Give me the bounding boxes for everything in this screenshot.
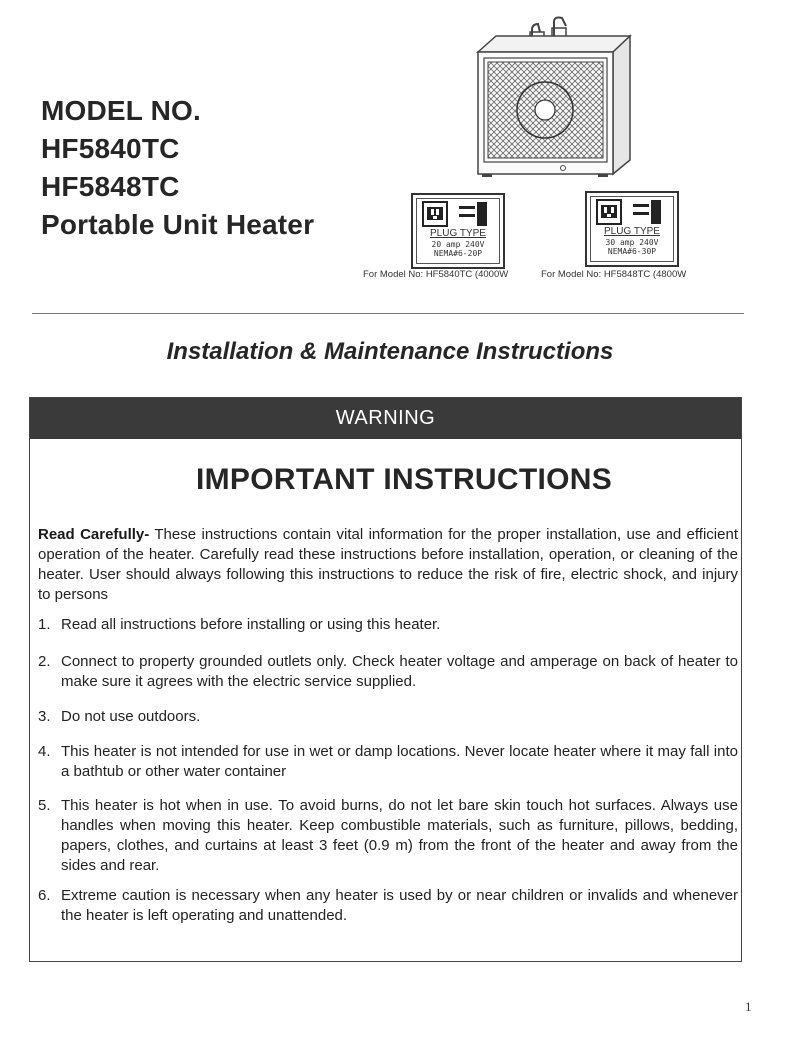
warning-banner: WARNING bbox=[30, 398, 741, 439]
important-heading: IMPORTANT INSTRUCTIONS bbox=[195, 463, 613, 496]
plug-type-label: PLUG TYPE bbox=[604, 226, 660, 237]
model-label: MODEL NO. bbox=[41, 95, 201, 126]
plug-type-card-30a bbox=[585, 191, 679, 267]
list-item-number: 5. bbox=[38, 797, 51, 814]
model-number-2: HF5848TC bbox=[41, 171, 180, 202]
list-item-text: This heater is not intended for use in wet or damp locations. Never locate heater where it may fall into a bathtub or other water container bbox=[61, 743, 738, 780]
plug-caption-1: For Model No: HF5840TC (4000W bbox=[363, 269, 509, 280]
plug-type-card-20a bbox=[411, 193, 505, 269]
list-item-text: Do not use outdoors. bbox=[61, 708, 201, 725]
plug-type-label: PLUG TYPE bbox=[430, 228, 486, 239]
plug-rating: 30 amp 240V bbox=[605, 238, 659, 247]
list-item-text: Read all instructions before installing or using this heater. bbox=[61, 616, 441, 633]
intro-bold: Read Carefully- bbox=[38, 526, 150, 543]
plug-receptacle-icon bbox=[421, 200, 493, 228]
intro-text: These instructions contain vital information for the proper installation, use and efficient operation of the heater. Carefully read these instructions before installation, operation, or cleaning of the heater. User should always following this instructions to reduce the risk of fire, electric shock, and injury to persons bbox=[38, 526, 738, 603]
plug-rating: 20 amp 240V bbox=[431, 240, 485, 249]
list-item-text: Connect to property grounded outlets only. Check heater voltage and amperage on back of heater to make sure it agrees with the electric service supplied. bbox=[61, 653, 738, 690]
list-item-text: This heater is hot when in use. To avoid burns, do not let bare skin touch hot surfaces. Always use handles when moving this heater. Keep combustible materials, such as furniture, pillows, bedding, papers, clothes, and curtains at least 3 feet (0.9 m) from the front of the heater and away from the sides and rear. bbox=[61, 797, 738, 874]
list-item bbox=[38, 707, 738, 727]
plug-caption-2: For Model No: HF5848TC (4800W bbox=[541, 269, 687, 280]
list-item-text: Extreme caution is necessary when any heater is used by or near children or invalids and whenever the heater is left operating and unattended. bbox=[61, 887, 738, 924]
intro-paragraph bbox=[38, 525, 738, 605]
divider bbox=[32, 313, 744, 314]
list-item-number: 3. bbox=[38, 708, 51, 725]
list-item bbox=[38, 742, 738, 782]
list-item-number: 6. bbox=[38, 887, 51, 904]
list-item bbox=[38, 615, 738, 635]
list-item-number: 2. bbox=[38, 653, 51, 670]
plug-nema: NEMA#6-30P bbox=[607, 247, 657, 256]
model-number-1: HF5840TC bbox=[41, 133, 180, 164]
section-title: Installation & Maintenance Instructions bbox=[166, 338, 614, 365]
heater-illustration bbox=[470, 12, 635, 182]
list-item-number: 4. bbox=[38, 743, 51, 760]
list-item bbox=[38, 652, 738, 692]
plug-receptacle-icon bbox=[595, 198, 667, 226]
plug-nema: NEMA#6-20P bbox=[433, 249, 483, 258]
list-item-number: 1. bbox=[38, 616, 51, 633]
list-item bbox=[38, 886, 738, 926]
list-item bbox=[38, 796, 738, 876]
page-number: 1 bbox=[745, 999, 752, 1014]
model-block bbox=[41, 92, 314, 244]
product-name: Portable Unit Heater bbox=[41, 209, 315, 240]
